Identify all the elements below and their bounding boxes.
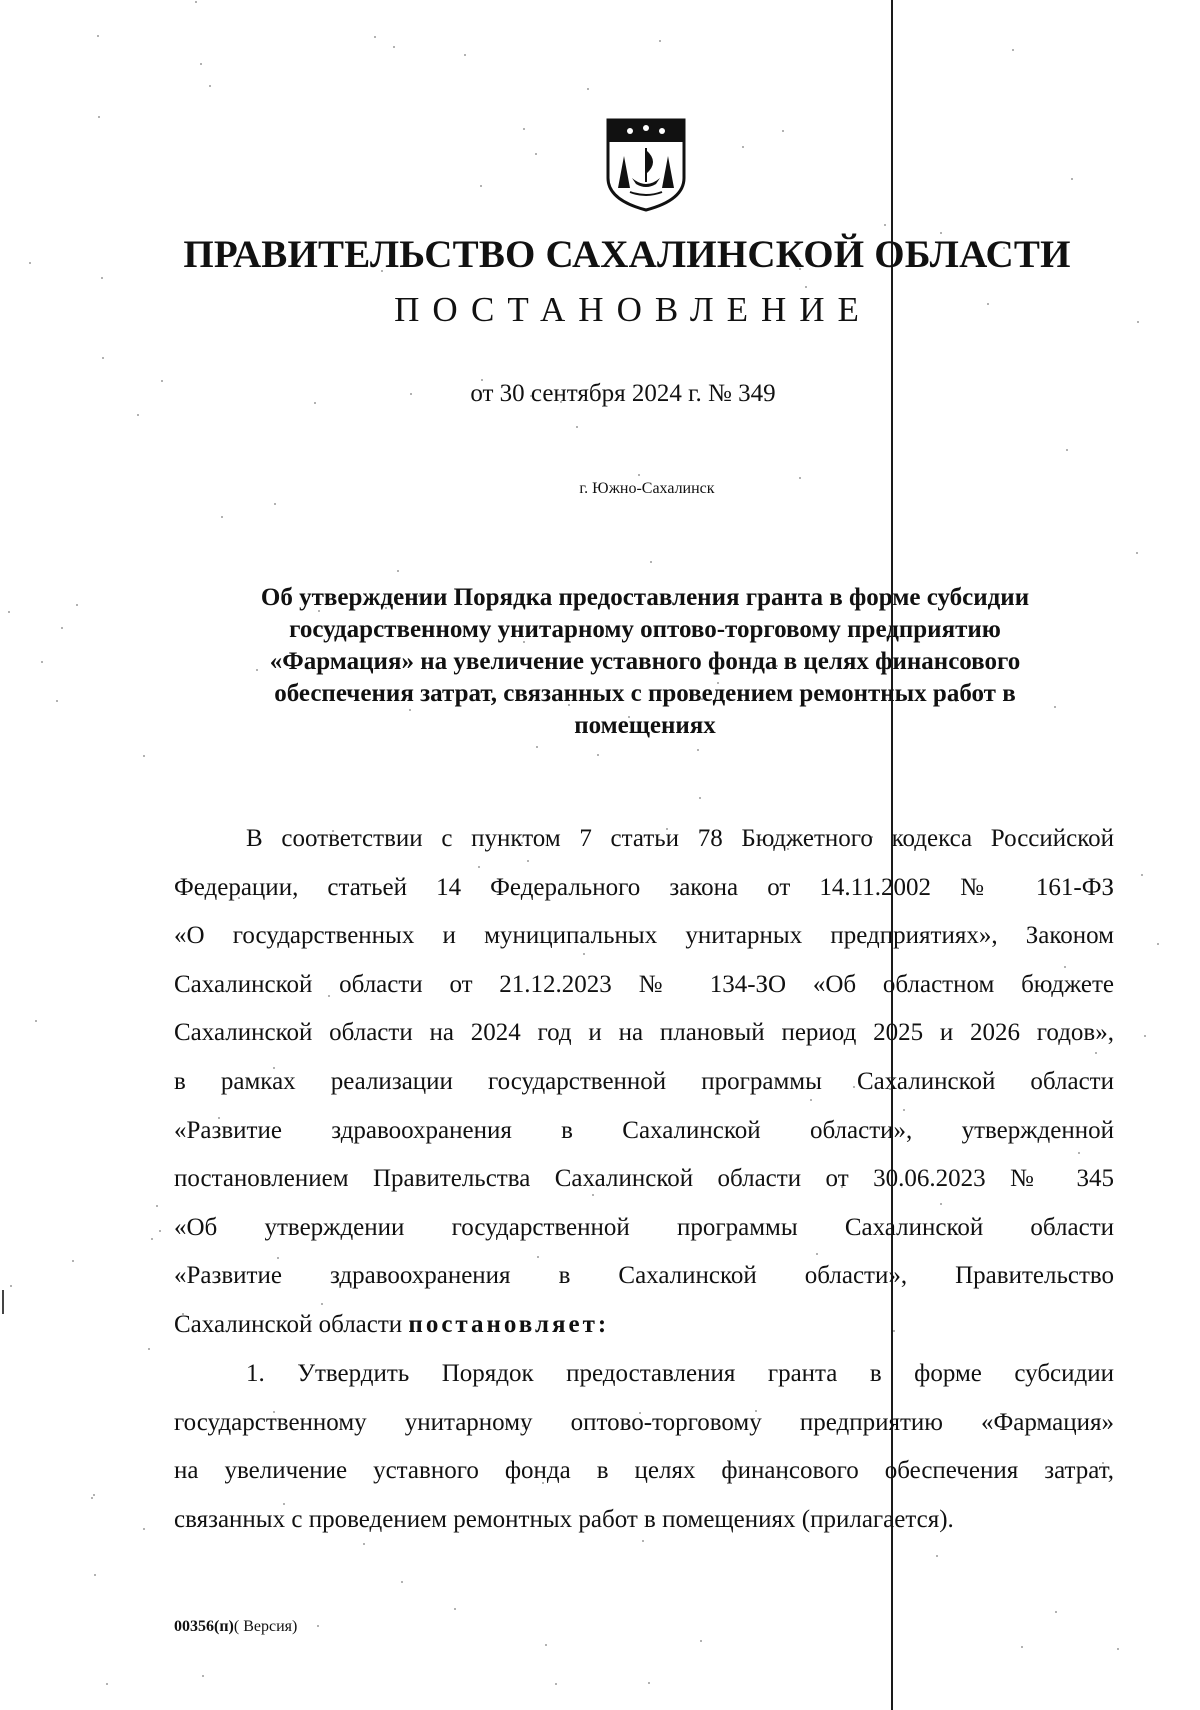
- scan-speckle: [884, 224, 886, 226]
- scan-speckle: [782, 130, 784, 132]
- scan-speckle: [799, 477, 801, 479]
- scan-speckle: [742, 146, 744, 148]
- scan-speckle: [151, 1238, 153, 1240]
- scan-speckle: [195, 1, 197, 3]
- scan-speckle: [1144, 1035, 1146, 1037]
- resolution-item-1: [174, 1350, 1114, 1544]
- resolution-keyword: постановляет:: [408, 1310, 610, 1338]
- scan-speckle: [202, 1675, 204, 1677]
- document-version: ( Версия): [233, 1618, 298, 1635]
- scan-speckle: [555, 1683, 557, 1685]
- body-line: «О государственных и муниципальных унитарных предприятиях», Законом: [174, 922, 1114, 950]
- scan-speckle: [200, 63, 202, 65]
- document-city: г. Южно-Сахалинск: [579, 480, 715, 497]
- subject-line: обеспечения затрат, связанных с проведением ремонтных работ в: [274, 680, 1016, 707]
- scan-speckle: [148, 1348, 150, 1350]
- scan-speckle: [35, 1020, 37, 1022]
- scan-speckle: [480, 185, 482, 187]
- scan-speckle: [545, 1644, 547, 1646]
- scan-speckle: [1117, 1648, 1119, 1650]
- scan-speckle: [587, 88, 589, 90]
- scan-speckle: [697, 749, 699, 751]
- scan-speckle: [536, 746, 538, 748]
- document-code-number: 00356(п): [174, 1618, 234, 1635]
- body-line: 1. Утвердить Порядок предоставления гранта в форме субсидии: [246, 1360, 1114, 1387]
- scan-speckle: [1055, 1611, 1057, 1613]
- body-line-final: [174, 1301, 1114, 1350]
- body-line: связанных с проведением ремонтных работ в помещениях (прилагается).: [174, 1505, 954, 1533]
- scan-speckle: [102, 357, 104, 359]
- scan-speckle: [94, 1574, 96, 1576]
- scan-speckle: [454, 1608, 456, 1610]
- scan-speckle: [1141, 874, 1143, 876]
- scan-speckle: [638, 474, 640, 476]
- document-type: ПОСТАНОВЛЕНИЕ: [394, 290, 872, 329]
- scan-speckle: [700, 1640, 702, 1642]
- subject-line: помещениях: [574, 712, 716, 739]
- document-subject: [200, 582, 1090, 742]
- scan-speckle: [159, 1230, 161, 1232]
- body-line: Федерации, статьей 14 Федерального закона от 14.11.2002 № 161-ФЗ: [174, 873, 1114, 901]
- government-title: ПРАВИТЕЛЬСТВО САХАЛИНСКОЙ ОБЛАСТИ: [183, 233, 1071, 276]
- body-line: В соответствии с пунктом 7 статьи 78 Бюджетного кодекса Российской: [246, 825, 1114, 852]
- body-line: «Об утверждении государственной программы Сахалинской области: [174, 1213, 1114, 1241]
- scan-speckle: [8, 611, 10, 613]
- scan-speckle: [101, 277, 103, 279]
- scan-speckle: [397, 570, 399, 572]
- subject-line: «Фармация» на увеличение уставного фонда в целях финансового: [269, 648, 1021, 675]
- body-line: Сахалинской области от 21.12.2023 № 134-ЗО «Об областном бюджете: [174, 970, 1114, 998]
- scan-speckle: [143, 1528, 145, 1530]
- subject-line: государственному унитарному оптово-торговому предприятию: [289, 616, 1001, 643]
- scan-speckle: [401, 1581, 403, 1583]
- scan-speckle: [221, 516, 223, 518]
- scan-speckle: [274, 503, 276, 505]
- document-code: [174, 1618, 297, 1636]
- scan-speckle: [143, 755, 145, 757]
- body-line: «Развитие здравоохранения в Сахалинской области», Правительство: [174, 1262, 1114, 1290]
- scan-edge-mark: [2, 1290, 4, 1314]
- scan-speckle: [98, 116, 100, 118]
- scan-speckle: [1157, 943, 1159, 945]
- scan-speckle: [56, 700, 58, 702]
- body-line: Сахалинской области на 2024 год и на плановый период 2025 и 2026 годов»,: [174, 1019, 1114, 1047]
- scan-speckle: [91, 1497, 93, 1499]
- scan-speckle: [1136, 552, 1138, 554]
- scan-speckle: [209, 85, 211, 87]
- preamble-paragraph: [174, 815, 1114, 1350]
- body-line-prefix: Сахалинской области: [174, 1310, 409, 1338]
- coat-of-arms-icon: [600, 116, 692, 212]
- scan-speckle: [936, 1555, 938, 1557]
- scan-speckle: [535, 153, 537, 155]
- scan-speckle: [650, 561, 652, 563]
- scan-speckle: [464, 54, 466, 56]
- scan-speckle: [76, 604, 78, 606]
- scan-speckle: [317, 1625, 319, 1627]
- scan-speckle: [1021, 1646, 1023, 1648]
- body-line: на увеличение уставного фонда в целях финансового обеспечения затрат,: [174, 1457, 1114, 1485]
- scan-speckle: [97, 35, 99, 37]
- document-date: от 30 сентября 2024 г. № 349: [470, 380, 776, 407]
- scan-speckle: [699, 797, 701, 799]
- scan-speckle: [597, 754, 599, 756]
- scan-speckle: [72, 1260, 74, 1262]
- scan-speckle: [523, 128, 525, 130]
- scan-speckle: [93, 1494, 95, 1496]
- scan-speckle: [805, 286, 807, 288]
- scan-speckle: [576, 426, 578, 428]
- scan-speckle: [393, 46, 395, 48]
- scan-speckle: [1071, 178, 1073, 180]
- scan-speckle: [106, 1683, 108, 1685]
- subject-line: Об утверждении Порядка предоставления гранта в форме субсидии: [260, 584, 1030, 611]
- scan-speckle: [156, 1205, 158, 1207]
- body-line: «Развитие здравоохранения в Сахалинской области», утвержденной: [174, 1116, 1114, 1144]
- body-line: государственному унитарному оптово-торговому предприятию «Фармация»: [174, 1408, 1114, 1436]
- scan-speckle: [1012, 49, 1014, 51]
- scan-speckle: [137, 414, 139, 416]
- scan-speckle: [10, 1285, 12, 1287]
- scan-speckle: [659, 40, 661, 42]
- scan-speckle: [41, 661, 43, 663]
- scan-speckle: [1066, 449, 1068, 451]
- scan-speckle: [648, 1682, 650, 1684]
- scan-speckle: [61, 627, 63, 629]
- body-line: постановлением Правительства Сахалинской области от 30.06.2023 № 345: [174, 1165, 1114, 1193]
- scan-speckle: [374, 36, 376, 38]
- body-line: в рамках реализации государственной программы Сахалинской области: [174, 1067, 1114, 1095]
